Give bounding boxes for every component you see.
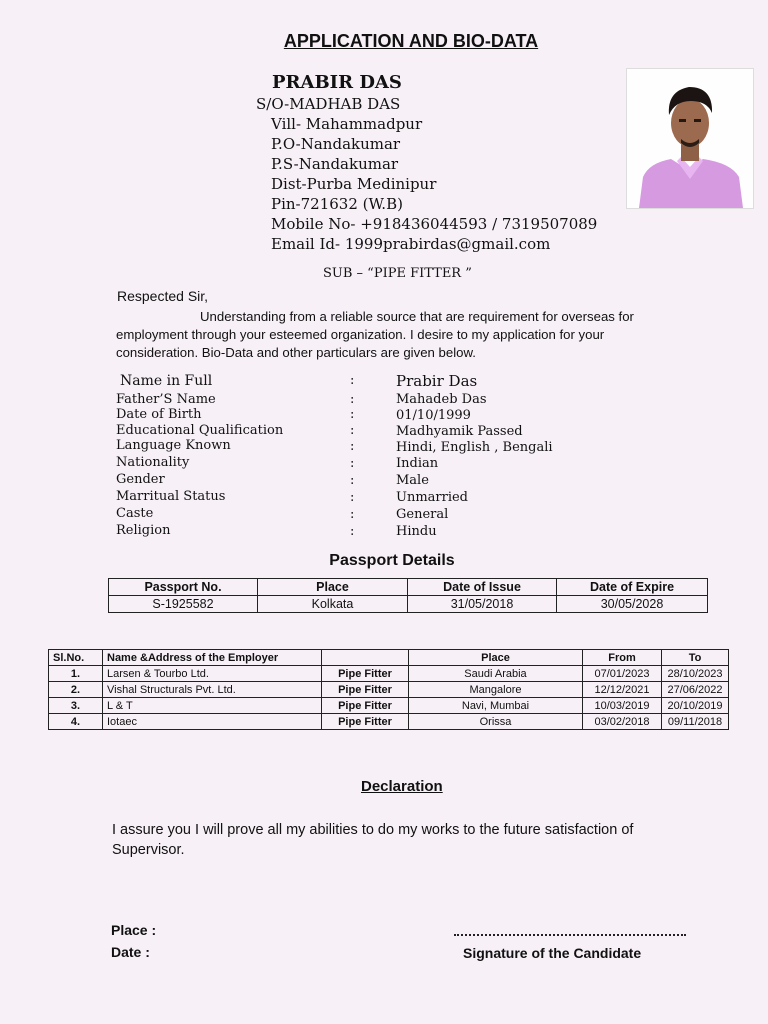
table-cell: Larsen & Tourbo Ltd. — [103, 666, 322, 682]
table-cell: Pipe Fitter — [322, 682, 409, 698]
biodata-label: Language Known — [116, 438, 231, 453]
biodata-colon: : — [350, 423, 355, 438]
biodata-label: Date of Birth — [116, 407, 202, 422]
biodata-value: Hindu — [396, 524, 437, 539]
employment-table — [48, 649, 729, 730]
table-row — [49, 666, 729, 682]
table-cell: Pipe Fitter — [322, 698, 409, 714]
table-cell: 30/05/2028 — [557, 596, 708, 613]
biodata-label: Caste — [116, 506, 154, 521]
table-cell: 27/06/2022 — [662, 682, 729, 698]
table-cell: 07/01/2023 — [583, 666, 662, 682]
biodata-label: Educational Qualification — [116, 423, 284, 438]
table-cell: 2. — [49, 682, 103, 698]
table-cell: 20/10/2019 — [662, 698, 729, 714]
table-header-cell: Sl.No. — [49, 650, 103, 666]
address-line: P.S-Nandakumar — [271, 155, 399, 173]
table-header-cell: Date of Expire — [557, 579, 708, 596]
table-cell: 10/03/2019 — [583, 698, 662, 714]
biodata-label: Religion — [116, 523, 171, 538]
table-cell: Iotaec — [103, 714, 322, 730]
table-cell: Saudi Arabia — [409, 666, 583, 682]
biodata-colon: : — [350, 407, 355, 422]
table-cell: L & T — [103, 698, 322, 714]
biodata-colon: : — [350, 473, 355, 488]
applicant-name: PRABIR DAS — [272, 72, 402, 93]
table-cell: 31/05/2018 — [408, 596, 557, 613]
table-cell: 12/12/2021 — [583, 682, 662, 698]
biodata-colon: : — [350, 490, 355, 505]
table-header-cell: To — [662, 650, 729, 666]
passport-heading: Passport Details — [329, 552, 455, 569]
biodata-value: Prabir Das — [396, 372, 478, 390]
document-title: APPLICATION AND BIO-DATA — [283, 31, 539, 51]
declaration-text: I assure you I will prove all my abilities to do my works to the future satisfaction of Supervisor. — [112, 822, 634, 858]
biodata-label: Father’S Name — [116, 392, 216, 407]
address-line: Dist-Purba Medinipur — [271, 175, 437, 193]
table-row — [49, 682, 729, 698]
table-row — [49, 698, 729, 714]
table-header-cell: Date of Issue — [408, 579, 557, 596]
table-cell: S-1925582 — [109, 596, 258, 613]
email-line: Email Id- 1999prabirdas@gmail.com — [271, 235, 551, 253]
biodata-value: 01/10/1999 — [396, 408, 471, 423]
biodata-label: Marritual Status — [116, 489, 226, 504]
table-header-row — [49, 650, 729, 666]
table-cell: Pipe Fitter — [322, 666, 409, 682]
signature-label: Signature of the Candidate — [463, 945, 642, 961]
table-cell: 03/02/2018 — [583, 714, 662, 730]
biodata-label: Gender — [116, 472, 165, 487]
salutation: Respected Sir, — [117, 288, 209, 304]
biodata-colon: : — [350, 373, 355, 388]
intro-paragraph — [116, 308, 676, 362]
biodata-label: Nationality — [116, 455, 190, 470]
intro-first-line: Understanding from a reliable source that are requirement for overseas for — [200, 309, 634, 324]
biodata-value: Madhyamik Passed — [396, 424, 523, 439]
table-cell: 1. — [49, 666, 103, 682]
address-line: Vill- Mahammadpur — [271, 115, 423, 133]
address-line: Pin-721632 (W.B) — [271, 195, 403, 213]
biodata-colon: : — [350, 507, 355, 522]
table-cell: 28/10/2023 — [662, 666, 729, 682]
biodata-colon: : — [350, 456, 355, 471]
biodata-label: Name in Full — [120, 373, 213, 389]
signature-line — [454, 926, 686, 936]
table-row — [109, 596, 708, 613]
biodata-value: Indian — [396, 456, 439, 471]
table-header-cell: Place — [258, 579, 408, 596]
table-cell: Vishal Structurals Pvt. Ltd. — [103, 682, 322, 698]
biodata-value: General — [396, 507, 449, 522]
place-label: Place : — [111, 922, 157, 938]
table-cell: 4. — [49, 714, 103, 730]
biodata-colon: : — [350, 439, 355, 454]
table-header-row — [109, 579, 708, 596]
passport-table — [108, 578, 708, 613]
table-cell: 3. — [49, 698, 103, 714]
biodata-colon: : — [350, 392, 355, 407]
biodata-value: Hindi, English , Bengali — [396, 440, 553, 455]
table-header-cell: Place — [409, 650, 583, 666]
table-header-cell — [322, 650, 409, 666]
table-header-cell: Passport No. — [109, 579, 258, 596]
biodata-value: Male — [396, 473, 429, 488]
address-line: S/O-MADHAB DAS — [256, 95, 401, 113]
date-label: Date : — [111, 944, 150, 960]
table-header-cell: From — [583, 650, 662, 666]
table-cell: Navi, Mumbai — [409, 698, 583, 714]
table-cell: Kolkata — [258, 596, 408, 613]
table-row — [49, 714, 729, 730]
table-cell: Orissa — [409, 714, 583, 730]
intro-rest: employment through your esteemed organization. I desire to my application for your consideration. Bio-Data and other particulars are given below. — [116, 327, 605, 360]
applicant-photo — [626, 68, 754, 209]
subject-line: SUB – “PIPE FITTER ” — [323, 266, 472, 281]
biodata-value: Mahadeb Das — [396, 392, 487, 407]
address-line: P.O-Nandakumar — [271, 135, 401, 153]
table-cell: 09/11/2018 — [662, 714, 729, 730]
declaration-heading: Declaration — [361, 778, 443, 795]
biodata-colon: : — [350, 524, 355, 539]
biodata-value: Unmarried — [396, 490, 469, 505]
mobile-line: Mobile No- +918436044593 / 7319507089 — [271, 215, 598, 233]
table-header-cell: Name &Address of the Employer — [103, 650, 322, 666]
table-cell: Pipe Fitter — [322, 714, 409, 730]
table-cell: Mangalore — [409, 682, 583, 698]
